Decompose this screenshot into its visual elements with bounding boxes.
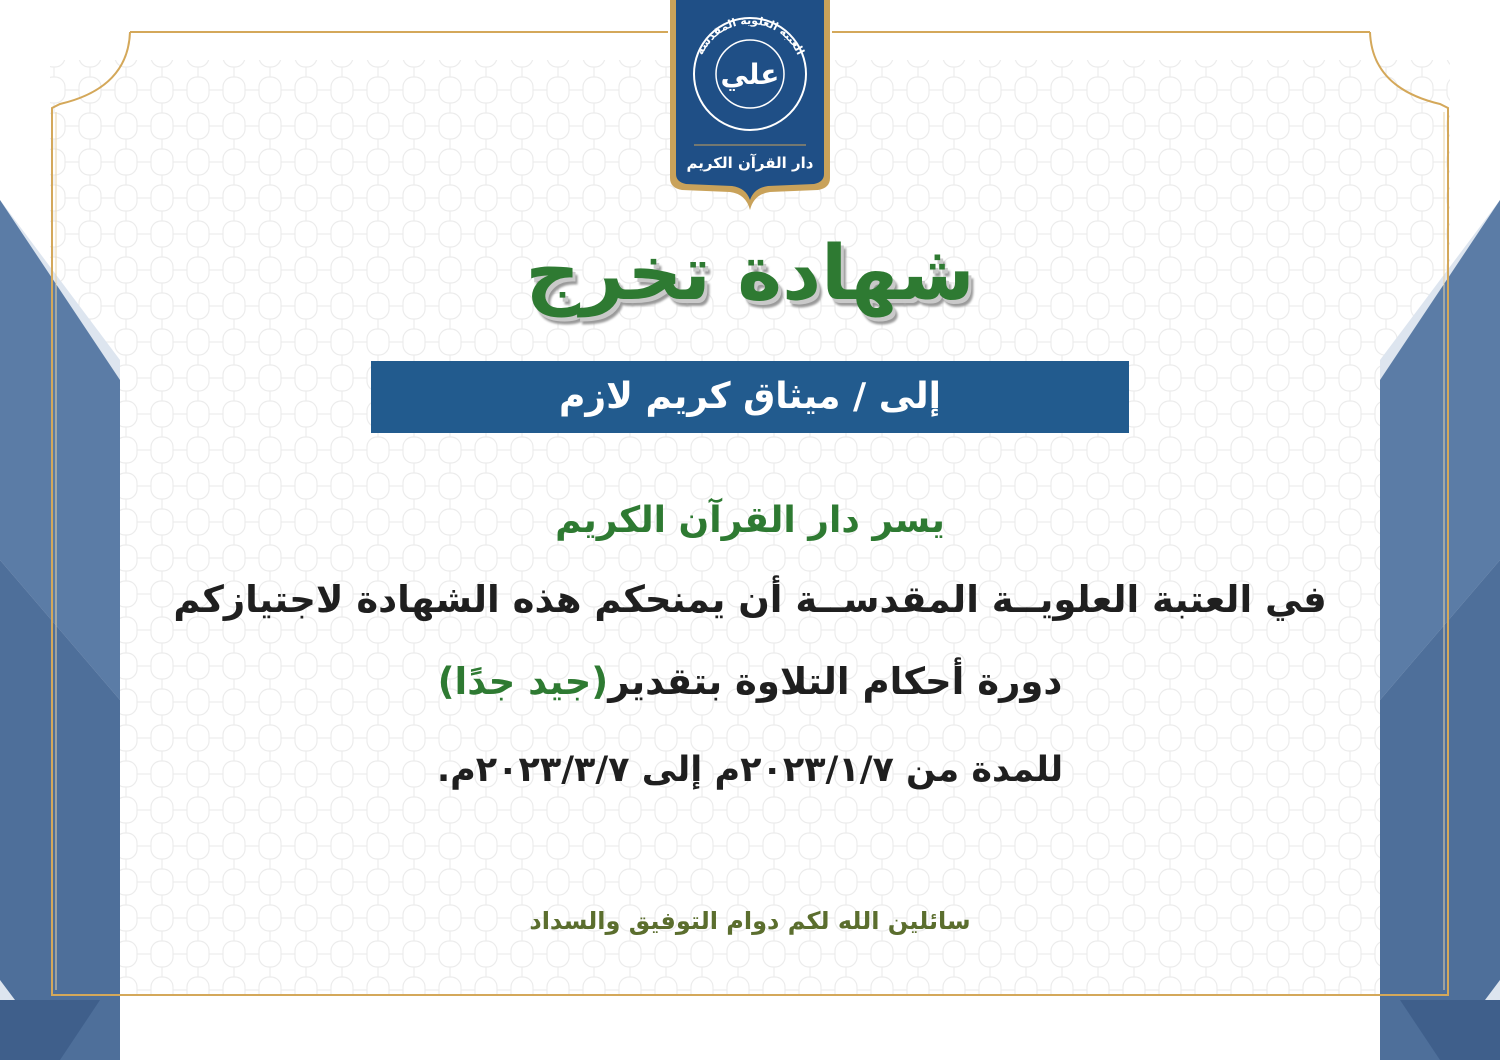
recipient-name: إلى / ميثاق كريم لازم — [559, 376, 941, 417]
certificate-title: شهادة تخرج — [525, 228, 975, 317]
grant-line: في العتبة العلويــة المقدســة أن يمنحكم هذه الشهادة لاجتيازكم — [173, 578, 1327, 621]
recipient-bar — [371, 361, 1129, 433]
issuer-line: يسر دار القرآن الكريم — [555, 500, 945, 541]
logo-center-text: علي — [720, 58, 780, 91]
closing-line: سائلين الله لكم دوام التوفيق والسداد — [529, 907, 971, 935]
course-line — [0, 660, 1500, 703]
period-line: للمدة من ٢٠٢٣/١/٧م إلى ٢٠٢٣/٣/٧م. — [436, 750, 1064, 790]
logo-department-text: دار القرآن الكريم — [686, 154, 814, 172]
institution-logo — [668, 0, 832, 212]
logo-institution-text: العتبة العلوية المقدسة — [693, 13, 807, 57]
course-name: دورة أحكام التلاوة بتقدير — [608, 660, 1063, 703]
grade: (جيد جدًا) — [437, 660, 609, 703]
